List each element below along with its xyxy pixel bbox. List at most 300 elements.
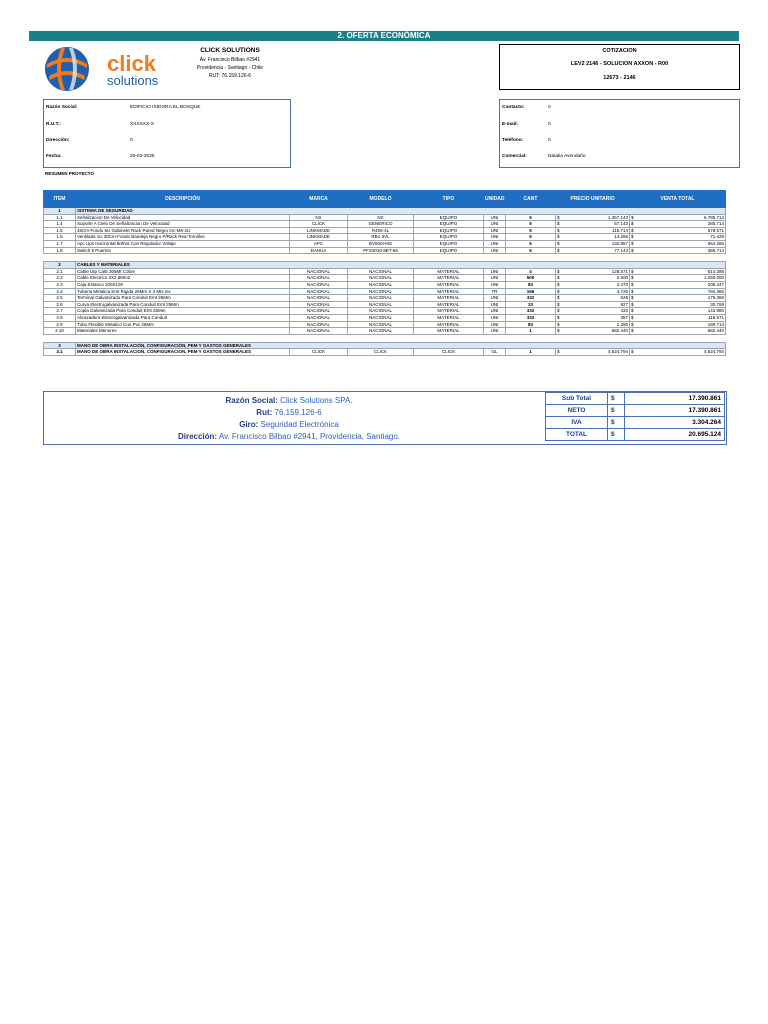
amount: 118.571 bbox=[708, 314, 724, 320]
item-venta-total bbox=[630, 281, 726, 288]
item-description: Ventilada 1U 30Cm-Fondo Bandeja Negro P/Rack Rea-Tornillos bbox=[76, 234, 290, 241]
currency-symbol: $ bbox=[631, 227, 634, 233]
totals-label: IVA bbox=[546, 417, 608, 429]
item-precio-unitario bbox=[556, 221, 630, 228]
item-number: 2.8 bbox=[44, 314, 76, 321]
item-description: Señalizacion De Velocidad bbox=[76, 214, 290, 221]
item-tipo: MATERIAL bbox=[414, 275, 484, 282]
item-marca: CLICK bbox=[290, 349, 348, 356]
item-venta-total bbox=[630, 234, 726, 241]
col-marca: MARCA bbox=[290, 191, 348, 208]
client-dir-value: 0 bbox=[130, 138, 133, 143]
currency-symbol: $ bbox=[631, 328, 634, 334]
item-venta-total bbox=[630, 295, 726, 302]
item-precio-unitario bbox=[556, 275, 630, 282]
item-marca: LINKMADE bbox=[290, 227, 348, 234]
contact-label: Contacto: bbox=[502, 105, 525, 110]
item-tipo: MATERIAL bbox=[414, 314, 484, 321]
table-row bbox=[44, 221, 726, 228]
currency-symbol: $ bbox=[557, 221, 560, 227]
currency-symbol: $ bbox=[557, 240, 560, 246]
section-title: CABLES Y MATERIALES bbox=[76, 262, 726, 269]
company-address: Av. Francisco Bilbao #2941 bbox=[199, 57, 261, 63]
amount: 682.440 bbox=[707, 328, 724, 334]
item-venta-total bbox=[630, 214, 726, 221]
item-cant: 4 bbox=[506, 268, 556, 275]
item-cant: 332 bbox=[506, 314, 556, 321]
item-marca: NACIONAL bbox=[290, 301, 348, 308]
amount: 1.250.000 bbox=[703, 275, 724, 281]
item-description: Apc Ups Horizontal 500Va Con Regulador Voltaje bbox=[76, 240, 290, 247]
item-precio-unitario bbox=[556, 321, 630, 328]
item-modelo: NACIONAL bbox=[348, 281, 414, 288]
totals-label: TOTAL bbox=[546, 429, 608, 441]
item-number: 2.2 bbox=[44, 275, 76, 282]
col-modelo: MODELO bbox=[348, 191, 414, 208]
item-tipo: MATERIAL bbox=[414, 295, 484, 302]
item-number: 2.10 bbox=[44, 328, 76, 335]
item-cant: 500 bbox=[506, 275, 556, 282]
amount: 357 bbox=[620, 314, 628, 320]
item-number: 1.7 bbox=[44, 240, 76, 247]
item-tipo: EQUIPO bbox=[414, 247, 484, 254]
currency-symbol: $ bbox=[557, 268, 560, 274]
logo-text-bottom: solutions bbox=[107, 73, 159, 88]
item-unidad: UNI bbox=[484, 314, 506, 321]
currency-symbol: $ bbox=[557, 328, 560, 334]
company-rut: RUT: 76.159.126-6 bbox=[209, 73, 251, 79]
table-row bbox=[44, 349, 726, 356]
item-precio-unitario bbox=[556, 281, 630, 288]
currency-symbol: $ bbox=[557, 247, 560, 253]
footer-direccion: Dirección: Av. Francisco Bilbao #2941, Providencia, Santiago. bbox=[177, 432, 401, 441]
currency-symbol: $ bbox=[557, 314, 560, 320]
item-modelo: GENERICO bbox=[348, 221, 414, 228]
currency-symbol: $ bbox=[608, 393, 625, 405]
table-row bbox=[44, 328, 726, 335]
contact-value: 0 bbox=[548, 105, 551, 110]
company-city: Providencia - Santiago - Chile bbox=[196, 65, 264, 71]
item-unidad: UNI bbox=[484, 240, 506, 247]
totals-row bbox=[546, 429, 725, 441]
item-venta-total bbox=[630, 227, 726, 234]
currency-symbol: $ bbox=[557, 281, 560, 287]
item-modelo: NACIONAL bbox=[348, 314, 414, 321]
table-row bbox=[44, 234, 726, 241]
item-precio-unitario bbox=[556, 314, 630, 321]
item-number: 2.4 bbox=[44, 288, 76, 295]
section-number: 1 bbox=[44, 208, 76, 215]
item-marca: NACIONAL bbox=[290, 321, 348, 328]
totals-value: 3.304.264 bbox=[625, 417, 725, 429]
quote-code: LEV2 2146 - SOLUCION AXXON - R00 bbox=[570, 61, 669, 67]
client-razon-label: Razón Social: bbox=[46, 105, 78, 110]
amount: 784.365 bbox=[707, 288, 724, 294]
item-unidad: UNI bbox=[484, 214, 506, 221]
item-marca: NACIONAL bbox=[290, 308, 348, 315]
item-tipo: MATERIAL bbox=[414, 321, 484, 328]
item-modelo: NACIONAL bbox=[348, 275, 414, 282]
item-unidad: UNI bbox=[484, 275, 506, 282]
amount: 71.429 bbox=[710, 234, 724, 240]
item-modelo: NACIONAL bbox=[348, 295, 414, 302]
item-marca: NACIONAL bbox=[290, 328, 348, 335]
currency-symbol: $ bbox=[557, 234, 560, 240]
item-precio-unitario bbox=[556, 288, 630, 295]
item-venta-total bbox=[630, 349, 726, 356]
item-unidad: UNI bbox=[484, 268, 506, 275]
item-tipo: EQUIPO bbox=[414, 214, 484, 221]
email-label: E-mail: bbox=[502, 122, 518, 127]
table-row bbox=[44, 288, 726, 295]
company-name: CLICK SOLUTIONS bbox=[200, 47, 260, 54]
item-unidad: UNI bbox=[484, 247, 506, 254]
currency-symbol: $ bbox=[631, 321, 634, 327]
section-gap bbox=[44, 254, 726, 262]
item-venta-total bbox=[630, 308, 726, 315]
item-unidad: UNI bbox=[484, 301, 506, 308]
client-rut-label: R.U.T.: bbox=[46, 122, 61, 127]
item-unidad: UNI bbox=[484, 321, 506, 328]
item-modelo: NACIONAL bbox=[348, 328, 414, 335]
item-number: 2.5 bbox=[44, 295, 76, 302]
item-cant: 5 bbox=[506, 227, 556, 234]
item-unidad: UNI bbox=[484, 328, 506, 335]
item-modelo: NACIONAL bbox=[348, 308, 414, 315]
client-fecha-value: 20-03-2025 bbox=[130, 154, 155, 159]
currency-symbol: $ bbox=[608, 417, 625, 429]
item-precio-unitario bbox=[556, 328, 630, 335]
item-cant: 1 bbox=[506, 349, 556, 356]
amount: 682.440 bbox=[611, 328, 628, 334]
footer-giro: Giro: Seguridad Electrónica bbox=[239, 420, 339, 429]
item-unidad: UNI bbox=[484, 221, 506, 228]
section-title: SISTEMA DE SEGURIDAD bbox=[76, 208, 726, 215]
items-table bbox=[43, 190, 726, 356]
totals-label: Sub Total bbox=[546, 393, 608, 405]
totals-row bbox=[546, 393, 725, 405]
item-venta-total bbox=[630, 275, 726, 282]
col-tipo: TIPO bbox=[414, 191, 484, 208]
table-row bbox=[44, 240, 726, 247]
item-venta-total bbox=[630, 288, 726, 295]
item-number: 1.1 bbox=[44, 214, 76, 221]
amount: 14.286 bbox=[614, 234, 628, 240]
item-cant: 332 bbox=[506, 308, 556, 315]
table-row bbox=[44, 308, 726, 315]
amount: 514.286 bbox=[707, 268, 724, 274]
item-unidad: UNI bbox=[484, 308, 506, 315]
amount: 143.880 bbox=[707, 308, 724, 314]
item-number: 2.7 bbox=[44, 308, 76, 315]
client-fecha-label: Fecha: bbox=[46, 154, 62, 159]
footer-box bbox=[43, 391, 727, 445]
currency-symbol: $ bbox=[631, 295, 634, 301]
contact-box bbox=[499, 99, 740, 168]
amount: 664.286 bbox=[707, 240, 724, 246]
client-razon-value: EDIFICIO ISIDORA EL BOSQUE bbox=[130, 105, 201, 110]
item-tipo: EQUIPO bbox=[414, 240, 484, 247]
item-marca: NACIONAL bbox=[290, 288, 348, 295]
item-marca: NACIONAL bbox=[290, 314, 348, 321]
col-descripcion: DESCRIPCIÓN bbox=[76, 191, 290, 208]
item-modelo: NX bbox=[348, 214, 414, 221]
amount: 2.473 bbox=[616, 281, 628, 287]
item-tipo: MATERIAL bbox=[414, 281, 484, 288]
item-tipo: MATERIAL bbox=[414, 308, 484, 315]
item-modelo: NACIONAL bbox=[348, 321, 414, 328]
section-header-row bbox=[44, 342, 726, 349]
item-venta-total bbox=[630, 321, 726, 328]
item-marca: NACIONAL bbox=[290, 281, 348, 288]
amount: 433 bbox=[620, 308, 628, 314]
item-cant: 5 bbox=[506, 234, 556, 241]
item-modelo: RB1-3VL bbox=[348, 234, 414, 241]
currency-symbol: $ bbox=[557, 275, 560, 281]
item-description: Soporte A Cielo De Señalizacion De Velocidad bbox=[76, 221, 290, 228]
currency-symbol: $ bbox=[631, 221, 634, 227]
item-venta-total bbox=[630, 221, 726, 228]
currency-symbol: $ bbox=[608, 405, 625, 417]
logo-text-top: click bbox=[107, 51, 156, 76]
item-description: Cable Electrico 3X2,5Mm2 bbox=[76, 275, 290, 282]
section-header-row bbox=[44, 208, 726, 215]
currency-symbol: $ bbox=[631, 214, 634, 220]
currency-symbol: $ bbox=[631, 234, 634, 240]
item-tipo: EQUIPO bbox=[414, 221, 484, 228]
section-gap bbox=[44, 334, 726, 342]
item-unidad: UNI bbox=[484, 227, 506, 234]
item-description: Curva Electrogalvanizada Para Conduit Emt 25Mm bbox=[76, 301, 290, 308]
item-marca: NX bbox=[290, 214, 348, 221]
comercial-label: Comercial: bbox=[502, 154, 527, 159]
amount: 205.247 bbox=[707, 281, 724, 287]
amount: 2.286 bbox=[616, 321, 628, 327]
currency-symbol: $ bbox=[557, 227, 560, 233]
currency-symbol: $ bbox=[631, 349, 634, 355]
item-cant: 5 bbox=[506, 247, 556, 254]
item-description: Caja Estanco 100X100 bbox=[76, 281, 290, 288]
item-cant: 166 bbox=[506, 288, 556, 295]
totals-value: 20.695.124 bbox=[625, 429, 725, 441]
email-value: 0 bbox=[548, 122, 551, 127]
currency-symbol: $ bbox=[557, 349, 560, 355]
amount: 1.357.143 bbox=[607, 214, 628, 220]
item-precio-unitario bbox=[556, 214, 630, 221]
item-cant: 5 bbox=[506, 221, 556, 228]
item-venta-total bbox=[630, 268, 726, 275]
item-tipo: MATERIAL bbox=[414, 301, 484, 308]
item-venta-total bbox=[630, 301, 726, 308]
item-modelo: CLICK bbox=[348, 349, 414, 356]
item-number: 1.4 bbox=[44, 221, 76, 228]
section-header-row bbox=[44, 262, 726, 269]
item-tipo: MATERIAL bbox=[414, 288, 484, 295]
table-row bbox=[44, 247, 726, 254]
item-marca: NACIONAL bbox=[290, 275, 348, 282]
currency-symbol: $ bbox=[557, 308, 560, 314]
amount: 528 bbox=[620, 295, 628, 301]
table-row bbox=[44, 275, 726, 282]
item-number: 2.3 bbox=[44, 281, 76, 288]
comercial-value: Natalia Avendaño bbox=[548, 154, 586, 159]
item-number: 3.1 bbox=[44, 349, 76, 356]
item-marca: LINKMADE bbox=[290, 234, 348, 241]
item-precio-unitario bbox=[556, 227, 630, 234]
item-description: Terminal Galvanizado Para Conduit Emt 25Mm bbox=[76, 295, 290, 302]
section-title: MANO DE OBRA INSTALACIÓN, CONFIGURACIÓN, PEM Y GASTOS GENERALES bbox=[76, 342, 726, 349]
table-row bbox=[44, 214, 726, 221]
currency-symbol: $ bbox=[631, 314, 634, 320]
table-row bbox=[44, 321, 726, 328]
item-unidad: TR bbox=[484, 288, 506, 295]
section-number: 3 bbox=[44, 342, 76, 349]
item-cant: 33 bbox=[506, 301, 556, 308]
quote-title: COTIZACION bbox=[602, 48, 637, 54]
item-modelo: NACIONAL bbox=[348, 301, 414, 308]
currency-symbol: $ bbox=[557, 295, 560, 301]
item-number: 2.1 bbox=[44, 268, 76, 275]
item-modelo: BV500I-MS bbox=[348, 240, 414, 247]
totals-label: NETO bbox=[546, 405, 608, 417]
item-number: 1.6 bbox=[44, 234, 76, 241]
currency-symbol: $ bbox=[557, 288, 560, 294]
item-precio-unitario bbox=[556, 240, 630, 247]
item-modelo: NACIONAL bbox=[348, 288, 414, 295]
currency-symbol: $ bbox=[631, 288, 634, 294]
item-modelo: NACIONAL bbox=[348, 268, 414, 275]
totals-row bbox=[546, 417, 725, 429]
item-description: Switch 8 Puertos bbox=[76, 247, 290, 254]
amount: 927 bbox=[620, 301, 628, 307]
table-row bbox=[44, 268, 726, 275]
amount: 77.143 bbox=[614, 247, 628, 253]
amount: 4.725 bbox=[616, 288, 628, 294]
item-marca: CLICK bbox=[290, 221, 348, 228]
item-venta-total bbox=[630, 328, 726, 335]
totals-row bbox=[546, 405, 725, 417]
item-tipo: EQUIPO bbox=[414, 227, 484, 234]
currency-symbol: $ bbox=[631, 247, 634, 253]
resumen-label: RESUMEN PROYECTO bbox=[45, 171, 94, 176]
amount: 115.714 bbox=[612, 227, 628, 233]
item-modelo: PFS3010-8ET-65 bbox=[348, 247, 414, 254]
item-description: Abrazadera Electrogalvanizada Para Conduit bbox=[76, 314, 290, 321]
item-cant: 83 bbox=[506, 321, 556, 328]
amount: 30.769 bbox=[710, 301, 724, 307]
table-row bbox=[44, 227, 726, 234]
item-cant: 1 bbox=[506, 328, 556, 335]
footer-info bbox=[44, 395, 534, 443]
section-banner: 2. OFERTA ECONÓMICA bbox=[29, 31, 739, 41]
item-description: 45Cm-Fondo 6U Gabinete Rack Pared Negro Inc-M6-2U bbox=[76, 227, 290, 234]
amount: 4.524.794 bbox=[703, 349, 724, 355]
amount: 6.785.714 bbox=[703, 214, 724, 220]
item-unidad: UNI bbox=[484, 295, 506, 302]
amount: 285.714 bbox=[707, 221, 724, 227]
item-cant: 83 bbox=[506, 281, 556, 288]
table-header bbox=[44, 191, 726, 208]
item-tipo: CLICK bbox=[414, 349, 484, 356]
item-venta-total bbox=[630, 240, 726, 247]
item-number: 2.9 bbox=[44, 321, 76, 328]
item-marca: NACIONAL bbox=[290, 295, 348, 302]
totals-table bbox=[545, 392, 725, 441]
amount: 2.500 bbox=[616, 275, 628, 281]
item-description: Tubo Flexible Metalico Con Pvc 25Mm bbox=[76, 321, 290, 328]
col-venta-total: VENTA TOTAL bbox=[630, 191, 726, 208]
footer-razon: Razón Social: Click Solutions SPA. bbox=[225, 396, 353, 405]
footer-rut: Rut: 76.159.126-6 bbox=[256, 408, 322, 417]
item-precio-unitario bbox=[556, 301, 630, 308]
totals-value: 17.390.861 bbox=[625, 405, 725, 417]
currency-symbol: $ bbox=[631, 275, 634, 281]
phone-label: Teléfono: bbox=[502, 138, 524, 143]
item-tipo: EQUIPO bbox=[414, 234, 484, 241]
col-unidad: UNIDAD bbox=[484, 191, 506, 208]
click-solutions-logo bbox=[41, 44, 171, 94]
item-number: 1.8 bbox=[44, 247, 76, 254]
item-venta-total bbox=[630, 247, 726, 254]
phone-value: 0 bbox=[548, 138, 551, 143]
amount: 189.714 bbox=[707, 321, 724, 327]
item-tipo: MATERIAL bbox=[414, 328, 484, 335]
item-number: 1.5 bbox=[44, 227, 76, 234]
col-item: ITEM bbox=[44, 191, 76, 208]
amount: 57.143 bbox=[614, 221, 628, 227]
quote-box bbox=[499, 44, 740, 90]
table-row bbox=[44, 295, 726, 302]
currency-symbol: $ bbox=[631, 308, 634, 314]
item-tipo: MATERIAL bbox=[414, 268, 484, 275]
item-modelo: R406-4L bbox=[348, 227, 414, 234]
item-marca: APC bbox=[290, 240, 348, 247]
item-marca: NACIONAL bbox=[290, 268, 348, 275]
currency-symbol: $ bbox=[631, 268, 634, 274]
quote-number: 12673 - 2146 bbox=[603, 75, 636, 81]
client-box bbox=[43, 99, 291, 168]
amount: 175.366 bbox=[707, 295, 724, 301]
table-row bbox=[44, 281, 726, 288]
currency-symbol: $ bbox=[557, 321, 560, 327]
amount: 132.857 bbox=[611, 240, 628, 246]
table-row bbox=[44, 301, 726, 308]
client-rut-value: XXXXXX-X bbox=[130, 122, 154, 127]
item-cant: 5 bbox=[506, 214, 556, 221]
col-cant: CANT bbox=[506, 191, 556, 208]
amount: 578.571 bbox=[707, 227, 724, 233]
item-precio-unitario bbox=[556, 349, 630, 356]
currency-symbol: $ bbox=[631, 281, 634, 287]
item-precio-unitario bbox=[556, 234, 630, 241]
table-row bbox=[44, 314, 726, 321]
item-cant: 332 bbox=[506, 295, 556, 302]
item-unidad: GL bbox=[484, 349, 506, 356]
amount: 385.714 bbox=[707, 247, 724, 253]
item-venta-total bbox=[630, 314, 726, 321]
item-precio-unitario bbox=[556, 268, 630, 275]
section-number: 2 bbox=[44, 262, 76, 269]
item-precio-unitario bbox=[556, 247, 630, 254]
item-precio-unitario bbox=[556, 308, 630, 315]
currency-symbol: $ bbox=[557, 214, 560, 220]
currency-symbol: $ bbox=[631, 301, 634, 307]
item-description: Tuberia Metalica Emt Rigida 25Mm X 3 Mts Iec bbox=[76, 288, 290, 295]
item-unidad: UNI bbox=[484, 234, 506, 241]
currency-symbol: $ bbox=[631, 240, 634, 246]
item-description: Materiales Menores bbox=[76, 328, 290, 335]
totals-value: 17.390.861 bbox=[625, 393, 725, 405]
